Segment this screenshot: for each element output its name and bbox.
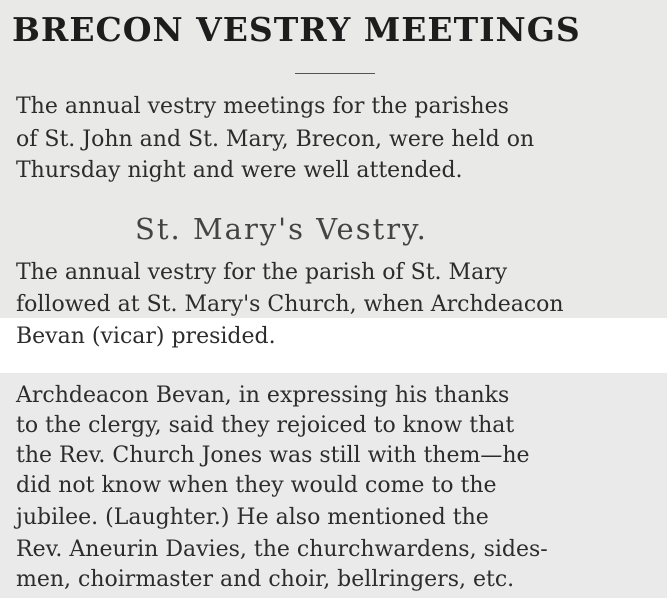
paragraph-line: Bevan (vicar) presided. <box>16 324 276 349</box>
intro-line: Thursday night and were well attended. <box>16 158 463 183</box>
paragraph-line: The annual vestry for the parish of St. Mary <box>16 260 508 285</box>
section-subheading: St. Mary's Vestry. <box>135 212 428 246</box>
paragraph-line: Archdeacon Bevan, in expressing his thanks <box>16 383 510 408</box>
article-headline: BRECON VESTRY MEETINGS <box>12 10 581 49</box>
paragraph-line: did not know when they would come to the <box>16 473 497 498</box>
paragraph-line: Rev. Aneurin Davies, the churchwardens, sides- <box>16 537 548 562</box>
paragraph-line: followed at St. Mary's Church, when Archdeacon <box>16 292 564 317</box>
paragraph-line: jubilee. (Laughter.) He also mentioned the <box>16 505 489 530</box>
paragraph-line: the Rev. Church Jones was still with them—he <box>16 443 530 468</box>
headline-divider <box>295 73 375 74</box>
paragraph-line: men, choirmaster and choir, bellringers, etc. <box>16 567 515 592</box>
intro-line: of St. John and St. Mary, Brecon, were held on <box>16 127 535 152</box>
intro-line: The annual vestry meetings for the parishes <box>16 94 509 119</box>
paragraph-line: to the clergy, said they rejoiced to know that <box>16 413 515 438</box>
